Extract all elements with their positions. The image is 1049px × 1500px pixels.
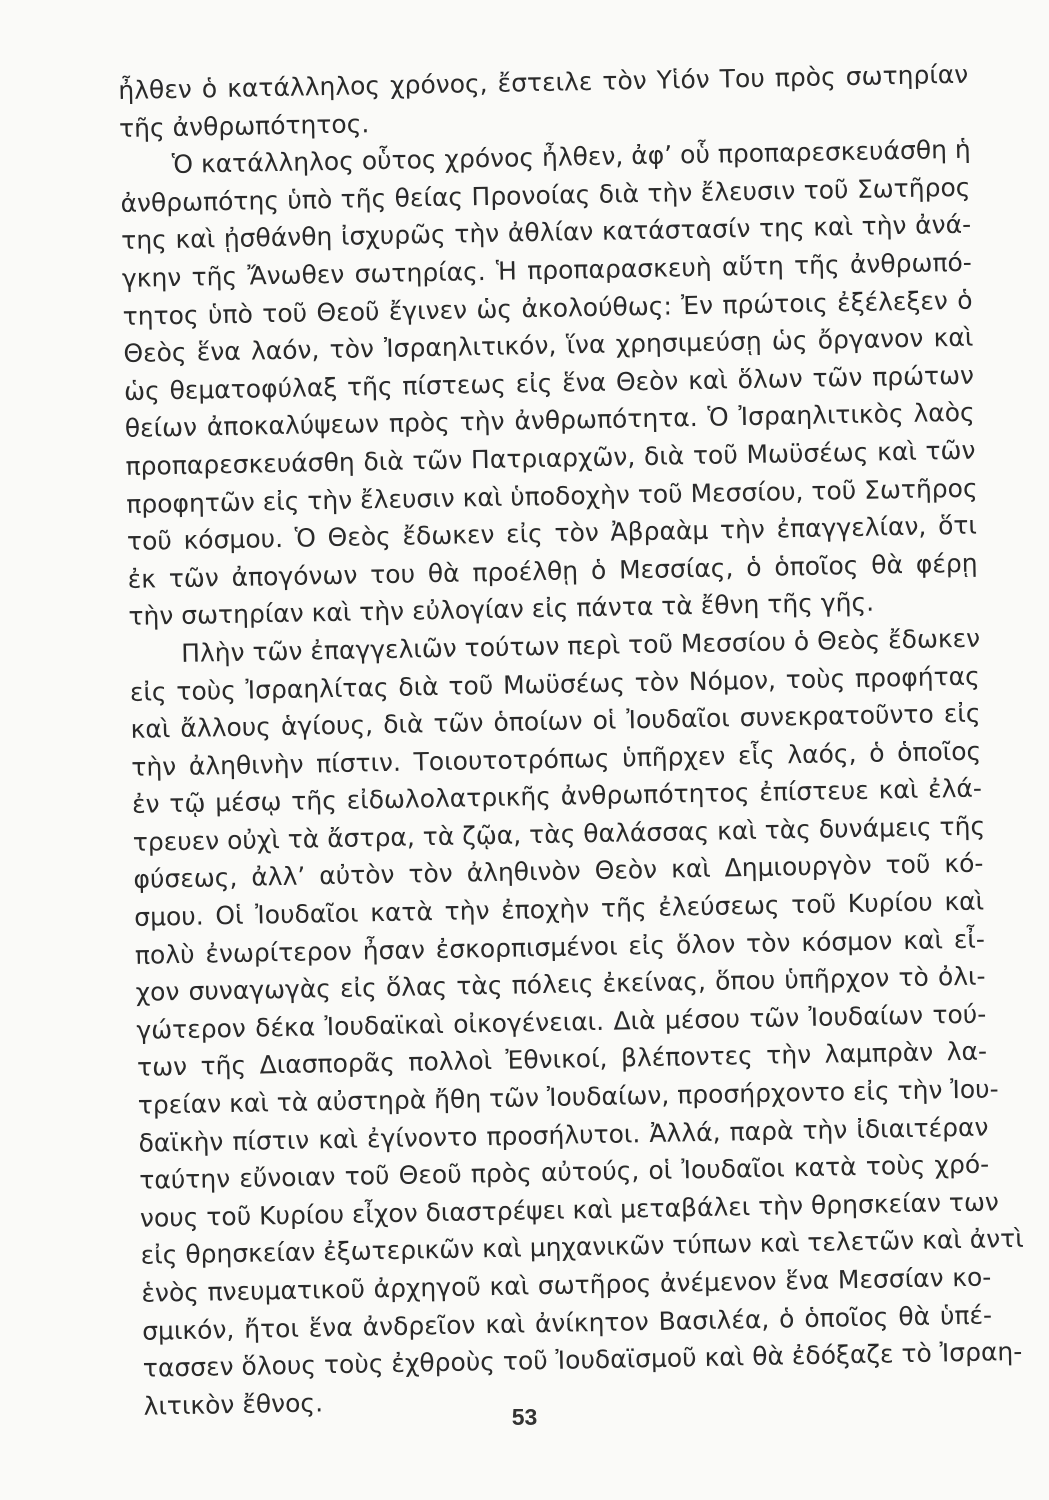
text-line: λιτικὸν ἔθνος.	[143, 1388, 324, 1421]
text-line: προφητῶν εἰς τὴν ἔλευσιν καὶ ὑποδοχὴν τοῦ Μεσσίου, τοῦ Σωτῆρος	[126, 473, 978, 519]
body-text	[118, 56, 1024, 1425]
text-line: γώτερον δέκα Ἰουδαϊκαὶ οἰκογένειαι. Διὰ μέσου τῶν Ἰουδαίων τού-	[136, 999, 987, 1045]
text-line: τητος ὑπὸ τοῦ Θεοῦ ἔγινεν ὡς ἀκολούθως: Ἐν πρώτοις ἐξέλεξεν ὁ	[122, 285, 973, 331]
text-line: Πλὴν τῶν ἐπαγγελιῶν τούτων περὶ τοῦ Μεσσίου ὁ Θεὸς ἔδωκεν	[180, 623, 981, 668]
text-line: δαϊκὴν πίστιν καὶ ἐγίνοντο προσήλυτοι. Ἀλλά, παρὰ τὴν ἰδιαιτέραν	[138, 1112, 989, 1158]
text-line: ἑνὸς πνευματικοῦ ἀρχηγοῦ καὶ σωτῆρος ἀνέμενον ἕνα Μεσσίαν κο-	[141, 1262, 992, 1308]
text-line: τοῦ κόσμου. Ὁ Θεὸς ἔδωκεν εἰς τὸν Ἀβραὰμ τὴν ἐπαγγελίαν, ὅτι	[126, 510, 978, 557]
text-line: ἦλθεν ὁ κατάλληλος χρόνος, ἔστειλε τὸν Υἱόν Του πρὸς σωτηρίαν	[118, 59, 969, 105]
text-line: τὴν σωτηρίαν καὶ τὴν εὐλογίαν εἰς πάντα τὰ ἔθνη τῆς γῆς.	[128, 587, 875, 632]
text-line: καὶ ἄλλους ἁγίους, διὰ τῶν ὁποίων οἱ Ἰουδαῖοι συνεκρατοῦντο εἰς	[130, 698, 981, 744]
text-line: τρευεν οὐχὶ τὰ ἄστρα, τὰ ζῷα, τὰς θαλάσσας καὶ τὰς δυνάμεις τῆς	[132, 811, 986, 857]
text-line: σμικόν, ἤτοι ἕνα ἀνδρεῖον καὶ ἀνίκητον Βασιλέα, ὁ ὁποῖος θὰ ὑπέ-	[141, 1300, 993, 1346]
text-line: προπαρεσκευάσθη διὰ τῶν Πατριαρχῶν, διὰ τοῦ Μωϋσέως καὶ τῶν	[125, 435, 976, 481]
text-line: τὴν ἀληθινὴν πίστιν. Τοιουτοτρόπως ὑπῆρχεν εἷς λαός, ὁ ὁποῖος	[131, 736, 982, 782]
text-line: ὡς θεματοφύλαξ τῆς πίστεως εἰς ἕνα Θεὸν καὶ ὅλων τῶν πρώτων	[123, 360, 975, 406]
page-number: 53	[511, 1404, 538, 1430]
text-line: τῆς ἀνθρωπότητος.	[118, 108, 370, 143]
text-line: ἐν τῷ μέσῳ τῆς εἰδωλολατρικῆς ἀνθρωπότητος ἐπίστευε καὶ ἐλά-	[131, 773, 983, 820]
text-line: Θεὸς ἕνα λαόν, τὸν Ἰσραηλιτικόν, ἵνα χρησιμεύσῃ ὡς ὄργανον καὶ	[123, 322, 974, 369]
text-line: θείων ἀποκαλύψεων πρὸς τὴν ἀνθρωπότητα. Ὁ Ἰσραηλιτικὸς λαὸς	[124, 397, 975, 444]
text-line: Ὁ κατάλληλος οὗτος χρόνος ἦλθεν, ἀφ’ οὗ προπαρεσκευάσθη ἡ	[171, 134, 971, 180]
text-line: των τῆς Διασπορᾶς πολλοὶ Ἐθνικοί, βλέποντες τὴν λαμπρὰν λα-	[136, 1036, 988, 1083]
text-line: χον συναγωγὰς εἰς ὅλας τὰς πόλεις ἐκείνας, ὅπου ὑπῆρχον τὸ ὀλι-	[135, 961, 986, 1008]
text-line: σμου. Οἱ Ἰουδαῖοι κατὰ τὴν ἐποχὴν τῆς ἐλεύσεως τοῦ Κυρίου καὶ	[133, 886, 985, 932]
text-line: της καὶ ᾐσθάνθη ἰσχυρῶς τὴν ἀθλίαν κατάστασίν της καὶ τὴν ἀνά-	[120, 210, 972, 256]
text-line: εἰς τοὺς Ἰσραηλίτας διὰ τοῦ Μωϋσέως τὸν Νόμον, τοὺς προφήτας	[129, 661, 981, 707]
text-line: πολὺ ἐνωρίτερον ἦσαν ἐσκορπισμένοι εἰς ὅλον τὸν κόσμον καὶ εἶ-	[134, 924, 986, 970]
text-line: ταύτην εὔνοιαν τοῦ Θεοῦ πρὸς αὐτούς, οἱ Ἰουδαῖοι κατὰ τοὺς χρό-	[139, 1149, 990, 1196]
text-line: φύσεως, ἀλλ’ αὐτὸν τὸν ἀληθινὸν Θεὸν καὶ Δημιουργὸν τοῦ κό-	[133, 849, 984, 895]
text-line: τασσεν ὅλους τοὺς ἐχθροὺς τοῦ Ἰουδαϊσμοῦ καὶ θὰ ἐδόξαζε τὸ Ἰσραη-	[142, 1337, 1023, 1383]
text-line: ἀνθρωπότης ὑπὸ τῆς θείας Προνοίας διὰ τὴν ἔλευσιν τοῦ Σωτῆρος	[120, 172, 971, 218]
text-line: γκην τῆς Ἄνωθεν σωτηρίας. Ἡ προπαρασκευὴ αὕτη τῆς ἀνθρωπό-	[121, 247, 973, 293]
text-line: τρείαν καὶ τὰ αὐστηρὰ ἤθη τῶν Ἰουδαίων, προσήρχοντο εἰς τὴν Ἰου-	[137, 1074, 999, 1120]
text-line: νους τοῦ Κυρίου εἶχον διαστρέψει καὶ μεταβάλει τὴν θρησκείαν των	[139, 1187, 1000, 1233]
text-line: ἐκ τῶν ἀπογόνων του θὰ προέλθῃ ὁ Μεσσίας, ὁ ὁποῖος θὰ φέρῃ	[127, 548, 978, 594]
text-line: εἰς θρησκείαν ἐξωτερικῶν καὶ μηχανικῶν τύπων καὶ τελετῶν καὶ ἀντὶ	[140, 1224, 1024, 1271]
